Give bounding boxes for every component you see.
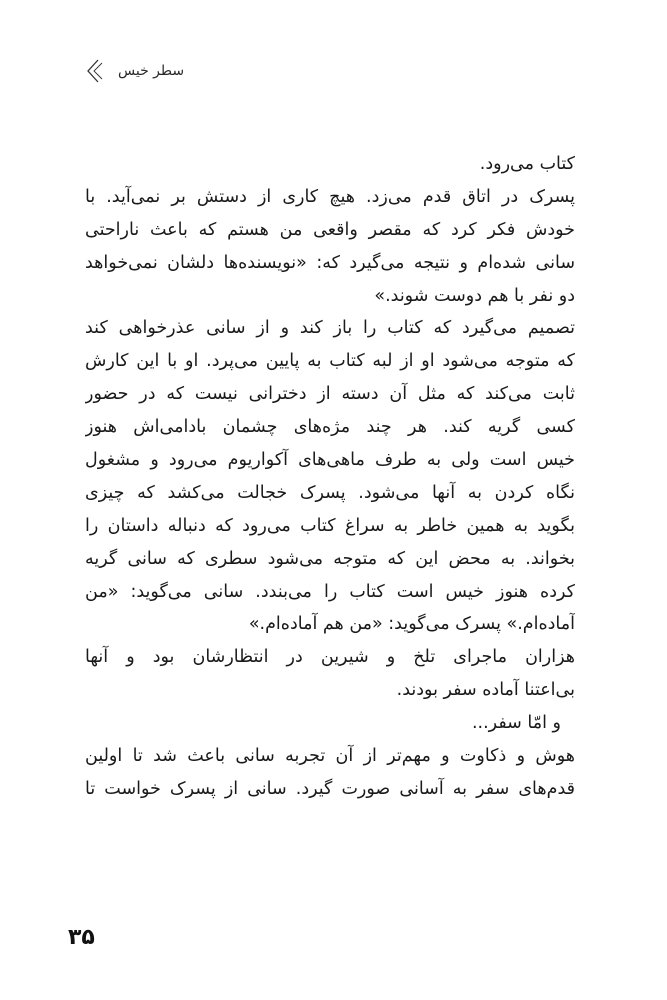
text-line: آماده‌ام.» پسرک می‌گوید: «من هم آماده‌ام.» (248, 614, 575, 635)
body-text (85, 148, 575, 806)
text-line: ثابت می‌کند که مثل آن دسته از دخترانی نیست که در حضور (85, 384, 575, 405)
text-line: بخواند. به محض این که متوجه می‌شود سطری که سانی گریه (85, 548, 575, 569)
text-line: هوش و ذکاوت و مهم‌تر از آن تجربه سانی باعث شد تا اولین (85, 746, 575, 767)
text-line: کتاب می‌رود. (479, 154, 575, 174)
running-title: سطر خیس (118, 63, 185, 79)
text-line: پسرک در اتاق قدم می‌زد. هیچ کاری از دستش بر نمی‌آید. با (85, 186, 575, 207)
text-line: و امّا سفر... (471, 713, 561, 734)
text-line: خودش فکر کرد که مقصر واقعی من هستم که باعث ناراحتی (85, 219, 575, 240)
chevron-left-icon (82, 57, 104, 85)
text-line: کرده هنوز خیس است کتاب را می‌بندد. سانی می‌گوید: «من (85, 581, 575, 602)
text-line: سانی شده‌ام و نتیجه می‌گیرد که: «نویسنده‌ها دلشان نمی‌خواهد (85, 252, 575, 273)
text-line: قدم‌های سفر به آسانی صورت گیرد. سانی از پسرک خواست تا (85, 778, 575, 799)
text-line: بگوید به همین خاطر به سراغ کتاب می‌رود که دنباله داستان را (85, 515, 575, 536)
text-line: هزاران ماجرای تلخ و شیرین در انتظارشان بود و آنها (85, 647, 575, 668)
text-line: کسی گریه کند. هر چند مژه‌های چشمان بادامی‌اش هنوز (85, 417, 575, 438)
text-line: خیس است ولی به طرف ماهی‌های آکواریوم می‌رود و مشغول (85, 450, 575, 471)
text-line: دو نفر با هم دوست شوند.» (374, 285, 575, 306)
text-line: که متوجه می‌شود او از لبه کتاب به پایین می‌پرد. او با این کارش (85, 351, 575, 372)
running-header (82, 56, 184, 86)
text-line: نگاه کردن به آنها می‌شود. پسرک خجالت می‌کشد که چیزی (85, 482, 575, 503)
text-line: بی‌اعتنا آماده سفر بودند. (396, 680, 575, 701)
text-line: تصمیم می‌گیرد که کتاب را باز کند و از سانی عذرخواهی کند (85, 318, 575, 339)
page-number: ۳۵ (68, 925, 95, 950)
